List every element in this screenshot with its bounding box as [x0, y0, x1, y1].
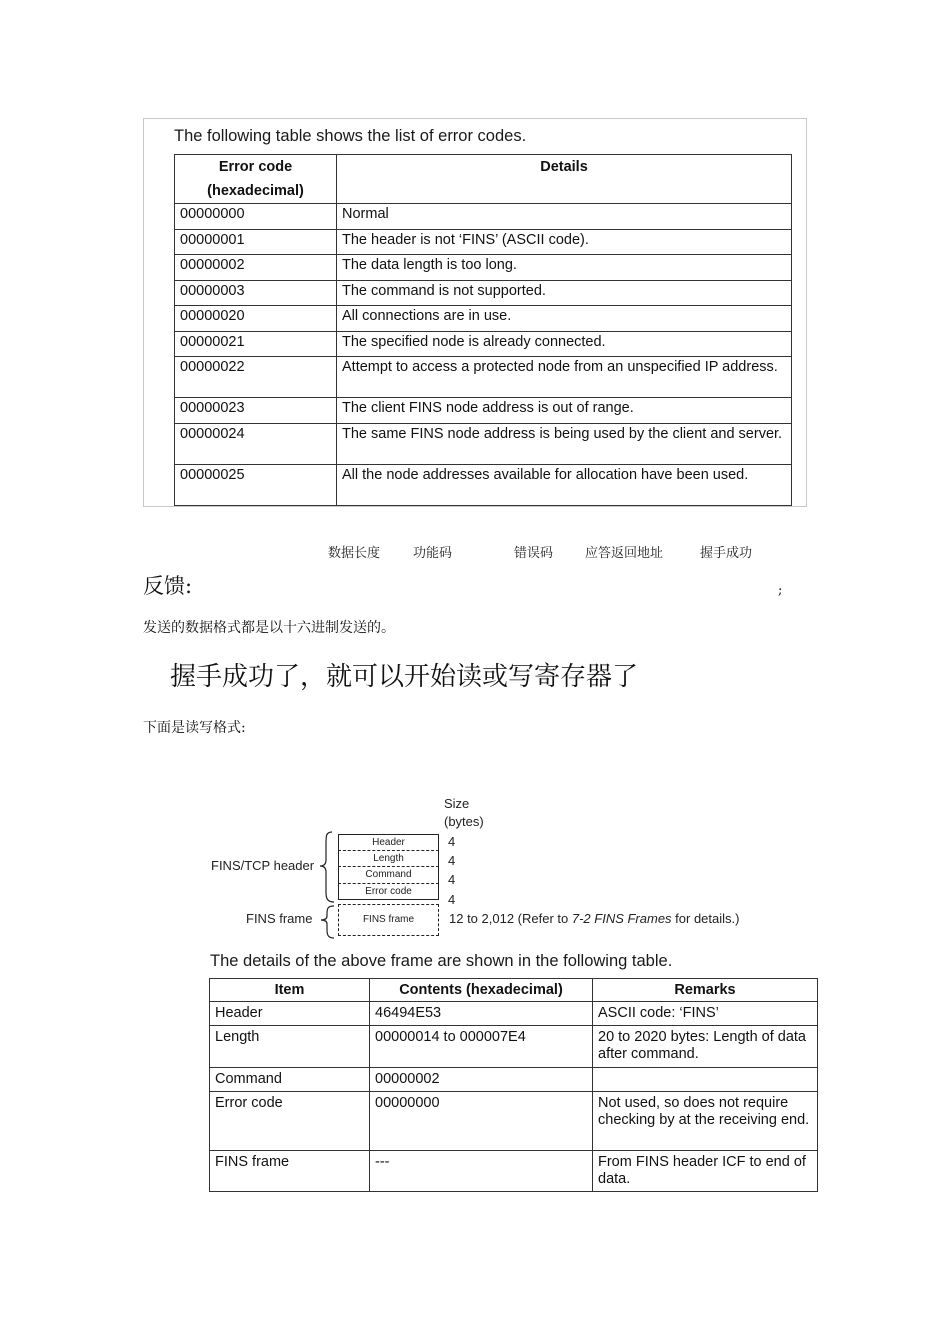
error-code-cell: 00000020	[175, 306, 337, 332]
contents-cell: 00000002	[370, 1068, 593, 1092]
table-row	[210, 1002, 818, 1026]
error-codes-table	[174, 154, 792, 506]
error-code-cell: 00000000	[175, 204, 337, 230]
contents-cell: 00000014 to 000007E4	[370, 1026, 593, 1068]
fins-frame-label: FINS frame	[246, 911, 313, 926]
segment-length: Length	[338, 851, 439, 868]
label-error-code: 错误码	[514, 546, 554, 561]
details-cell: The header is not ‘FINS’ (ASCII code).	[337, 229, 792, 255]
label-handshake-ok: 握手成功	[700, 546, 753, 561]
tcp-header-bracket	[320, 832, 334, 902]
label-data-length: 数据长度	[328, 546, 381, 561]
size-fins-frame	[449, 911, 739, 926]
details-cell: Attempt to access a protected node from an unspecified IP address.	[337, 357, 792, 398]
table-row	[175, 398, 792, 424]
segment-header: Header	[338, 834, 439, 851]
error-codes-caption: The following table shows the list of error codes.	[174, 127, 527, 145]
table-row	[175, 255, 792, 281]
item-cell: Command	[210, 1068, 370, 1092]
details-cell: The command is not supported.	[337, 280, 792, 306]
details-cell: The specified node is already connected.	[337, 331, 792, 357]
error-code-header-line2: (hexadecimal)	[207, 183, 304, 199]
error-code-cell: 00000023	[175, 398, 337, 424]
table-row	[175, 357, 792, 398]
table-row	[175, 423, 792, 464]
remarks-header: Remarks	[593, 979, 818, 1002]
segment-command: Command	[338, 867, 439, 884]
details-cell: The data length is too long.	[337, 255, 792, 281]
table-row	[175, 464, 792, 505]
contents-cell: 00000000	[370, 1092, 593, 1151]
brackets	[318, 830, 338, 940]
details-cell: The client FINS node address is out of range.	[337, 398, 792, 424]
fins-tcp-header-stack	[338, 834, 439, 900]
size-error-code: 4	[448, 892, 456, 907]
size-command: 4	[448, 872, 456, 887]
details-header: Details	[337, 155, 792, 204]
table-header-row	[175, 155, 792, 204]
fins-frame-bracket	[321, 906, 334, 938]
error-code-header	[175, 155, 337, 204]
contents-cell: ---	[370, 1151, 593, 1192]
error-code-cell: 00000003	[175, 280, 337, 306]
size-length: 4	[448, 853, 456, 868]
table-row	[210, 1151, 818, 1192]
error-code-cell: 00000002	[175, 255, 337, 281]
item-cell: Header	[210, 1002, 370, 1026]
hex-format-note: 发送的数据格式都是以十六进制发送的。	[143, 620, 395, 636]
table-row	[175, 306, 792, 332]
table-row	[210, 1026, 818, 1068]
section-heading: 握手成功了，就可以开始读或写寄存器了	[170, 662, 639, 692]
error-code-cell: 00000021	[175, 331, 337, 357]
bytes-label: (bytes)	[444, 814, 484, 829]
size-column-header	[444, 795, 484, 831]
error-code-cell: 00000001	[175, 229, 337, 255]
remarks-cell: Not used, so does not require checking by at the receiving end.	[593, 1092, 818, 1151]
remarks-cell: ASCII code: ‘FINS’	[593, 1002, 818, 1026]
fins-tcp-header-label: FINS/TCP header	[211, 858, 315, 873]
item-cell: Length	[210, 1026, 370, 1068]
item-cell: FINS frame	[210, 1151, 370, 1192]
frame-table-caption: The details of the above frame are shown in the following table.	[210, 952, 673, 970]
table-row	[175, 280, 792, 306]
size-fins-prefix: 12 to 2,012 (Refer to	[449, 911, 572, 926]
label-reply-address: 应答返回地址	[585, 546, 664, 561]
frame-details-table	[209, 978, 818, 1192]
details-cell: The same FINS node address is being used by the client and server.	[337, 423, 792, 464]
table-row	[210, 1068, 818, 1092]
size-header: 4	[448, 834, 456, 849]
table-header-row	[210, 979, 818, 1002]
contents-header: Contents (hexadecimal)	[370, 979, 593, 1002]
contents-cell: 46494E53	[370, 1002, 593, 1026]
error-code-header-line1: Error code	[218, 159, 293, 175]
error-code-cell: 00000022	[175, 357, 337, 398]
remarks-cell	[593, 1068, 818, 1092]
item-header: Item	[210, 979, 370, 1002]
size-label: Size	[444, 796, 470, 811]
size-fins-reference: 7-2 FINS Frames	[571, 911, 672, 926]
remarks-cell: 20 to 2020 bytes: Length of data after command.	[593, 1026, 818, 1068]
details-cell: All the node addresses available for allocation have been used.	[337, 464, 792, 505]
error-codes-figure	[143, 118, 807, 507]
segment-fins-frame: FINS frame	[338, 904, 439, 936]
item-cell: Error code	[210, 1092, 370, 1151]
semicolon-mark: ;	[778, 583, 783, 598]
label-function-code: 功能码	[413, 546, 453, 561]
read-write-format-note: 下面是读写格式:	[143, 720, 246, 736]
size-fins-suffix: for details.)	[671, 911, 740, 926]
segment-error-code: Error code	[338, 884, 439, 901]
error-code-cell: 00000025	[175, 464, 337, 505]
details-cell: Normal	[337, 204, 792, 230]
table-row	[175, 331, 792, 357]
feedback-heading: 反馈:	[143, 574, 193, 598]
table-row	[175, 229, 792, 255]
details-cell: All connections are in use.	[337, 306, 792, 332]
table-row	[210, 1092, 818, 1151]
remarks-cell: From FINS header ICF to end of data.	[593, 1151, 818, 1192]
table-row	[175, 204, 792, 230]
error-code-cell: 00000024	[175, 423, 337, 464]
